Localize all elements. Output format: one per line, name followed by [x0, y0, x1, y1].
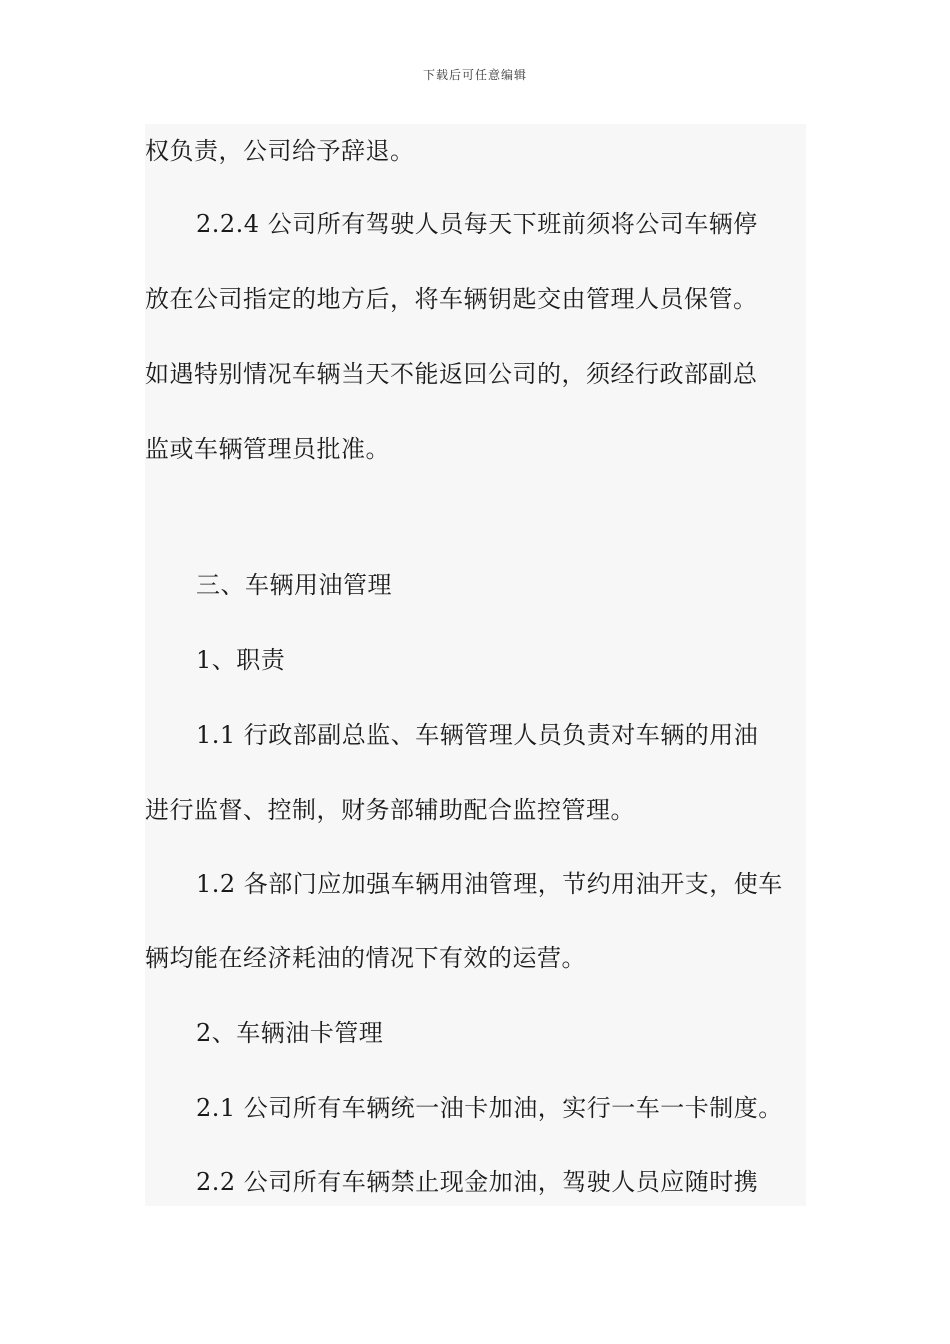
paragraph-line: 1.1 行政部副总监、车辆管理人员负责对车辆的用油 — [196, 721, 759, 749]
paragraph-line: 监或车辆管理员批准。 — [145, 435, 390, 463]
paragraph-line: 放在公司指定的地方后，将车辆钥匙交由管理人员保管。 — [145, 285, 758, 313]
section-heading: 三、车辆用油管理 — [196, 571, 392, 599]
paragraph-line: 2.1 公司所有车辆统一油卡加油，实行一车一卡制度。 — [196, 1094, 783, 1122]
paragraph-line: 2.2.4 公司所有驾驶人员每天下班前须将公司车辆停 — [196, 210, 758, 238]
paragraph-line: 进行监督、控制，财务部辅助配合监控管理。 — [145, 796, 635, 824]
page-header-note: 下载后可任意编辑 — [422, 68, 527, 82]
paragraph-line: 1.2 各部门应加强车辆用油管理，节约用油开支，使车 — [196, 870, 783, 898]
paragraph-line: 如遇特别情况车辆当天不能返回公司的，须经行政部副总 — [145, 360, 758, 388]
paragraph-line: 辆均能在经济耗油的情况下有效的运营。 — [145, 944, 586, 972]
paragraph-line: 权负责，公司给予辞退。 — [145, 137, 415, 165]
subsection-heading: 1、职责 — [196, 646, 286, 674]
subsection-heading: 2、车辆油卡管理 — [196, 1019, 384, 1047]
paragraph-line: 2.2 公司所有车辆禁止现金加油，驾驶人员应随时携 — [196, 1168, 759, 1196]
